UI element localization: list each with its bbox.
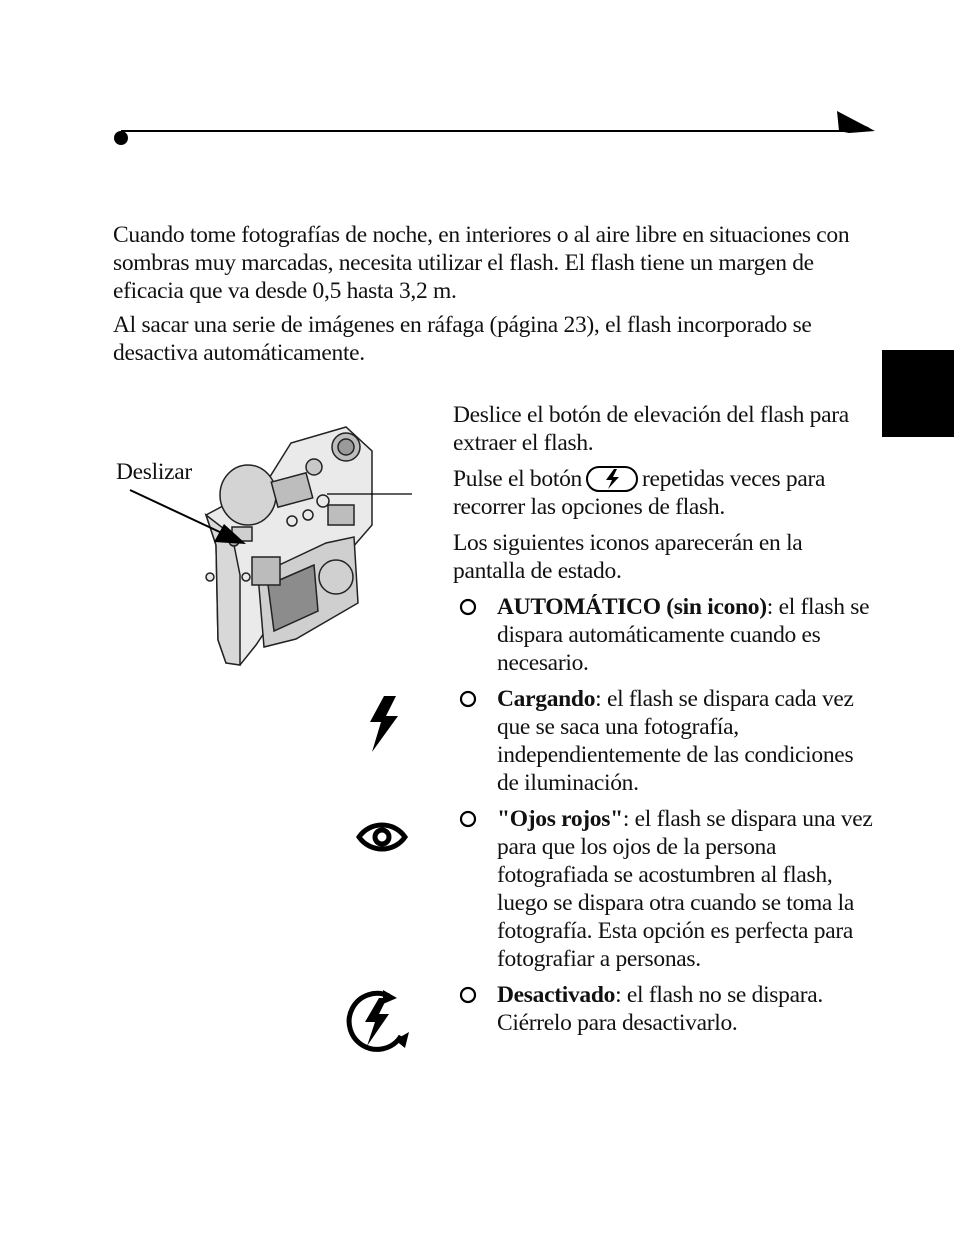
option-off (453, 981, 873, 1037)
option-off-text: : el flash no se dispara. Ciérrelo para desactivarlo. (497, 982, 823, 1036)
bullet-circle-icon (459, 810, 477, 828)
intro-paragraph-2: Al sacar una serie de imágenes en ráfaga (página 23), el flash incorporado se desactiva automáticamente. (113, 312, 812, 366)
flash-fill-icon (364, 696, 402, 752)
bullet-circle-icon (459, 986, 477, 1004)
option-auto-title: AUTOMÁTICO (sin icono) (497, 594, 767, 620)
intro-paragraph-1: Cuando tome fotografías de noche, en interiores o al aire libre en situaciones con sombras muy marcadas, necesita utilizar el flash. El flash tiene un margen de eficacia que va desde 0,5 hasta 3,2 m. (113, 222, 850, 304)
chapter-tab (882, 350, 954, 437)
option-red-eye-text: : el flash se dispara una vez para que los ojos de la persona fotografiada se acostumbren al flash, luego se dispara otra cuando se toma la fotografía. Esta opción es perfecta para fotografiar a personas. (497, 806, 873, 972)
header-rule (113, 109, 875, 149)
option-auto (453, 593, 873, 677)
option-off-title: Desactivado (497, 982, 616, 1008)
step-2-after: repetidas veces para recorrer las opciones de flash. (453, 466, 826, 520)
intro-text (113, 221, 873, 373)
slide-arrow (128, 488, 246, 546)
step-2-before: Pulse el botón (453, 466, 582, 492)
flash-button-icon (586, 466, 638, 492)
option-fill-text: : el flash se dispara cada vez que se saca una fotografía, independientemente de las condiciones de iluminación. (497, 686, 854, 796)
step-2 (453, 465, 873, 521)
red-eye-icon (356, 818, 408, 856)
slide-label: Deslizar (116, 459, 192, 485)
option-fill (453, 685, 873, 797)
step-3: Los siguientes iconos aparecerán en la pantalla de estado. (453, 530, 803, 584)
flash-off-icon (343, 990, 411, 1052)
camera-illustration (196, 425, 412, 671)
option-fill-title: Cargando (497, 686, 596, 712)
option-red-eye (453, 805, 873, 973)
bullet-circle-icon (459, 598, 477, 616)
bullet-circle-icon (459, 690, 477, 708)
option-red-eye-title: "Ojos rojos" (497, 806, 623, 832)
step-1: Deslice el botón de elevación del flash para extraer el flash. (453, 402, 849, 456)
instructions (453, 401, 873, 1045)
option-auto-text: : el flash se dispara automáticamente cuando es necesario. (497, 594, 870, 676)
